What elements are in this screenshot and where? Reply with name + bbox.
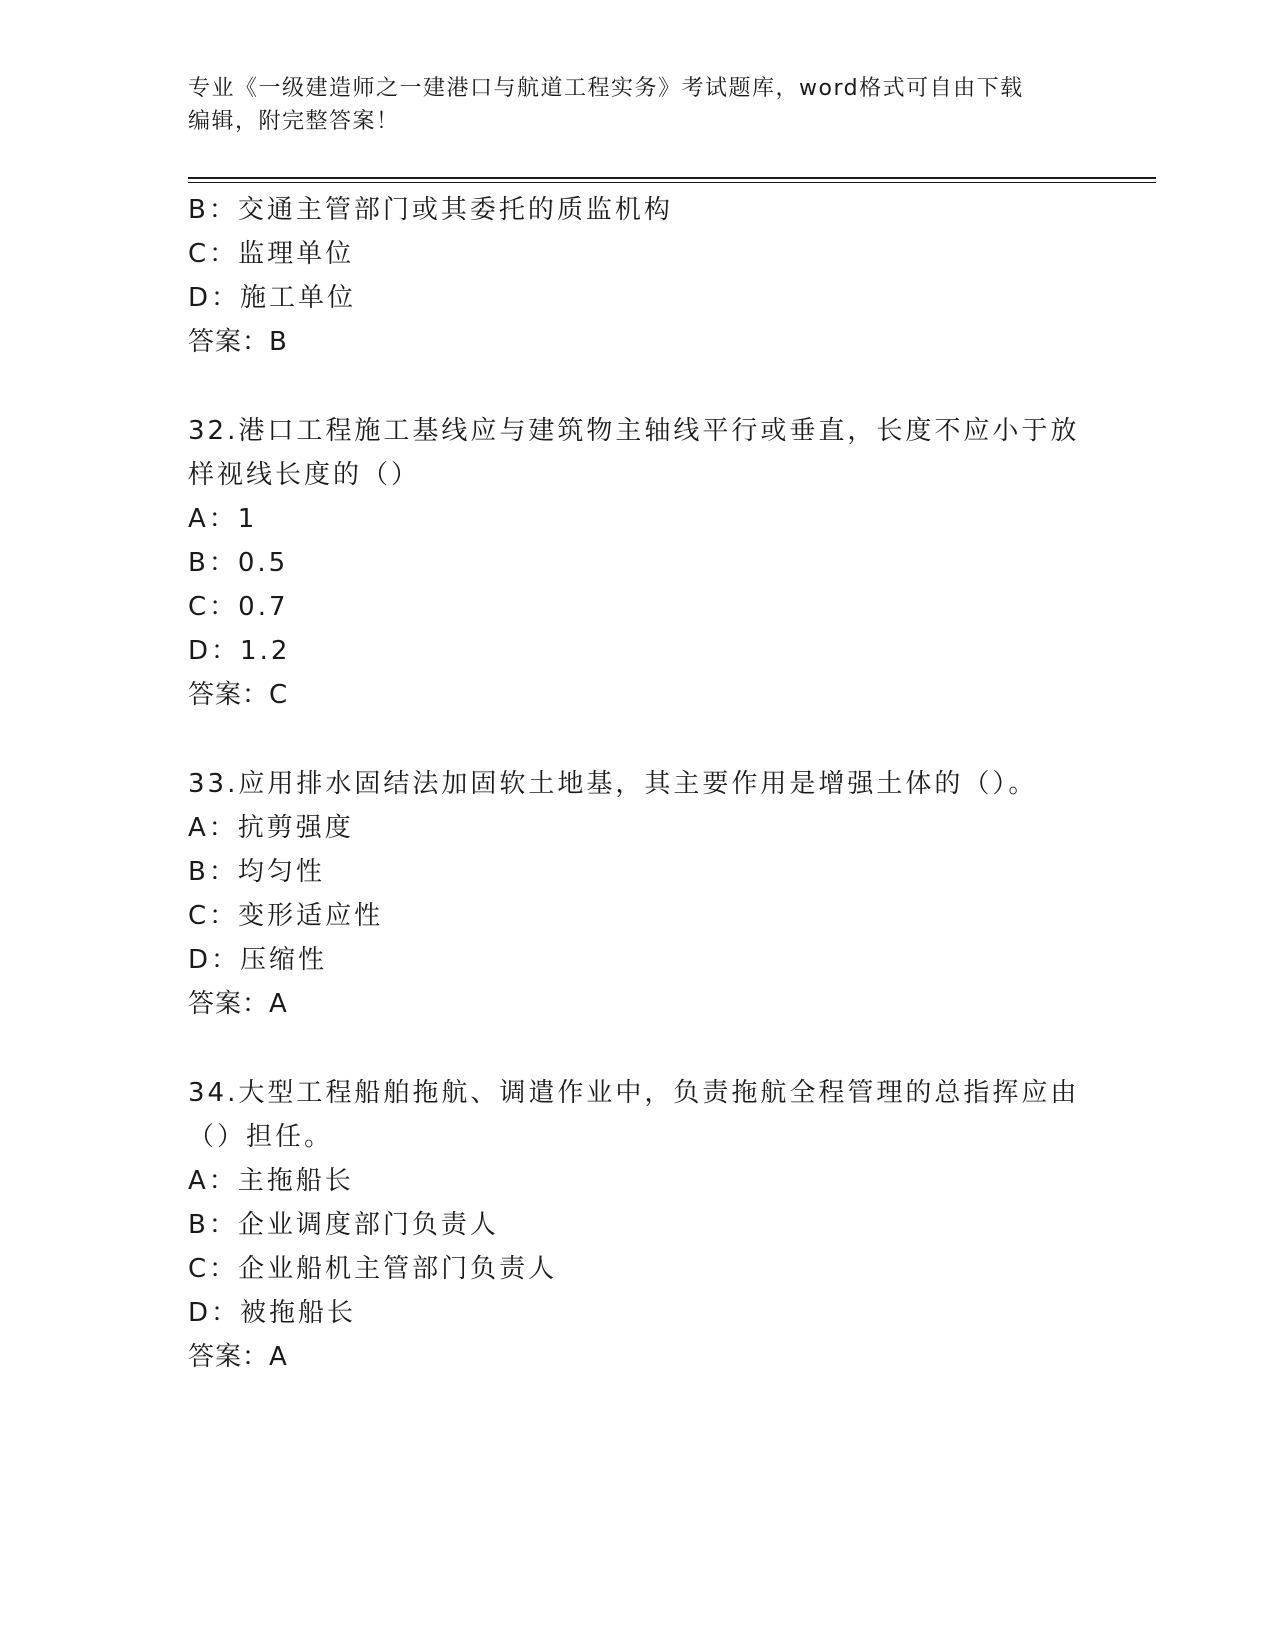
q34-option-b: B：企业调度部门负责人 xyxy=(188,1210,499,1240)
q33-option-a: A：抗剪强度 xyxy=(188,813,354,843)
header-line-1: 专业《一级建造师之一建港口与航道工程实务》考试题库，word格式可自由下载 xyxy=(188,76,1024,101)
q34-answer: 答案：A xyxy=(188,1342,288,1372)
q31-option-b: B：交通主管部门或其委托的质监机构 xyxy=(188,195,673,225)
q32-option-a: A：1 xyxy=(188,504,258,534)
q32-stem-line-2: 样视线长度的（） xyxy=(188,460,421,490)
q34-option-d: D：被拖船长 xyxy=(188,1298,357,1328)
q34-stem-line-2: （）担任。 xyxy=(188,1122,334,1152)
q33-answer: 答案：A xyxy=(188,989,288,1019)
q31-option-d: D：施工单位 xyxy=(188,283,357,313)
q34-option-c: C：企业船机主管部门负责人 xyxy=(188,1254,558,1284)
header-line-2: 编辑，附完整答案！ xyxy=(188,109,400,134)
q32-option-d: D：1.2 xyxy=(188,636,291,666)
q32-option-c: C：0.7 xyxy=(188,592,289,622)
q33-option-b: B：均匀性 xyxy=(188,857,325,887)
q33-option-d: D：压缩性 xyxy=(188,945,328,975)
document-header xyxy=(188,72,1088,138)
q33-option-c: C：变形适应性 xyxy=(188,901,384,931)
q34-stem-line-1: 34.大型工程船舶拖航、调遣作业中，负责拖航全程管理的总指挥应由 xyxy=(188,1078,1080,1108)
q34-option-a: A：主拖船长 xyxy=(188,1166,354,1196)
q31-answer: 答案：B xyxy=(188,327,288,357)
q33-stem-line-1: 33.应用排水固结法加固软土地基，其主要作用是增强土体的（）。 xyxy=(188,769,1038,799)
header-divider-thick xyxy=(188,177,1156,179)
header-divider-thin xyxy=(188,182,1156,183)
q31-option-c: C：监理单位 xyxy=(188,239,355,269)
q32-answer: 答案：C xyxy=(188,680,289,710)
q32-option-b: B：0.5 xyxy=(188,548,289,578)
q32-stem-line-1: 32.港口工程施工基线应与建筑物主轴线平行或垂直，长度不应小于放 xyxy=(188,416,1080,446)
